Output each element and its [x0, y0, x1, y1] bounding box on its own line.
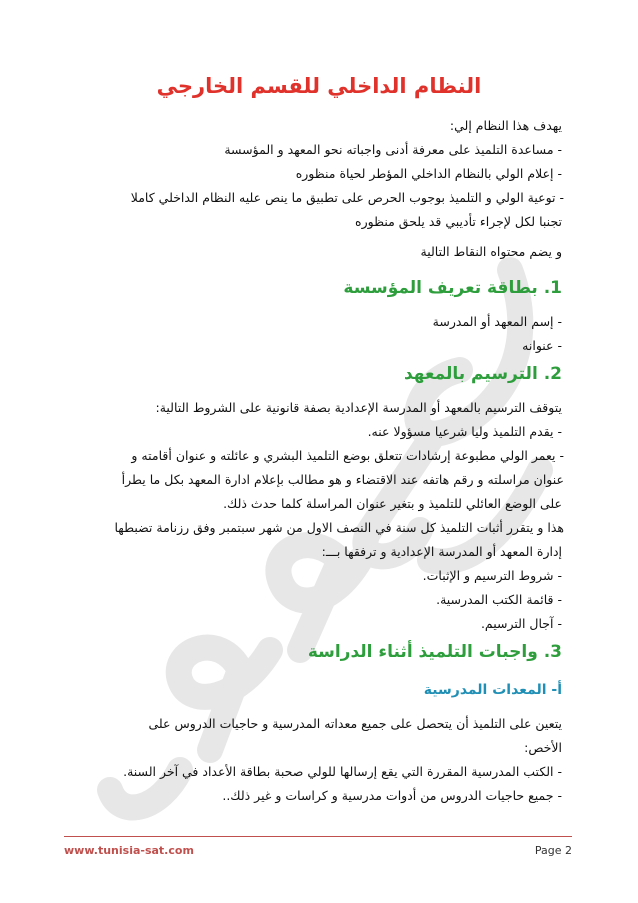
- section3-line-1: يتعين على التلميذ أن يتحصل على جميع معداته المدرسية و حاجيات الدروس على: [148, 716, 562, 731]
- section3-subheading: أ- المعدات المدرسية: [423, 682, 562, 698]
- section3-heading: 3. واجبات التلميذ أثناء الدراسة: [307, 642, 562, 662]
- intro-contents: و يضم محتواه النقاط التالية: [420, 244, 562, 259]
- section3-line-4: - جميع حاجيات الدروس من أدوات مدرسية و كراسات و غير ذلك..: [222, 788, 562, 803]
- section3-line-3: - الكتب المدرسية المقررة التي يقع إرسالها للولي صحبة بطاقة الأعداد في آخر السنة.: [123, 764, 562, 779]
- footer-website-link[interactable]: www.tunisia-sat.com: [64, 844, 194, 857]
- section1-heading: 1. بطاقة تعريف المؤسسة: [343, 278, 562, 298]
- section2-line-1: يتوقف الترسيم بالمعهد أو المدرسة الإعدادية بصفة قانونية على الشروط التالية:: [155, 400, 562, 415]
- section2-heading: 2. الترسيم بالمعهد: [403, 364, 562, 384]
- section2-line-4: عنوان مراسلته و رقم هاتفه عند الاقتضاء و هو مطالب بإعلام ادارة المعهد بكل ما يطرأ: [121, 472, 564, 487]
- intro-item-3: - توعية الولي و التلميذ بوجوب الحرص على تطبيق ما ينص عليه النظام الداخلي كاملا: [130, 190, 564, 205]
- intro-item-4: تجنبا لكل لإجراء تأديبي قد يلحق منظوره: [355, 214, 562, 229]
- page-title: النظام الداخلي للقسم الخارجي: [156, 74, 482, 98]
- intro-item-1: - مساعدة التلميذ على معرفة أدنى واجباته نحو المعهد و المؤسسة: [224, 142, 562, 157]
- footer-page-number: Page 2: [534, 844, 572, 857]
- section2-line-9: - قائمة الكتب المدرسية.: [436, 592, 562, 607]
- section2-line-8: - شروط الترسيم و الإثبات.: [422, 568, 562, 583]
- intro-item-2: - إعلام الولي بالنظام الداخلي المؤطر لحياة منظوره: [295, 166, 562, 181]
- section2-line-5: على الوضع العائلي للتلميذ و بتغير عنوان المراسلة كلما حدث ذلك.: [223, 496, 562, 511]
- intro-lead: يهدف هذا النظام إلي:: [449, 118, 562, 133]
- section1-item-1: - إسم المعهد أو المدرسة: [432, 314, 562, 329]
- section2-line-3: - يعمر الولي مطبوعة إرشادات تتعلق بوضع التلميذ البشري و عائلته و عنوان أقامته و: [131, 448, 564, 463]
- section2-line-10: - آجال الترسيم.: [480, 616, 562, 631]
- footer-divider: [64, 836, 572, 837]
- section2-line-2: - يقدم التلميذ وليا شرعيا مسؤولا عنه.: [367, 424, 562, 439]
- section2-line-7: إدارة المعهد أو المدرسة الإعدادية و ترفقها بـــ:: [321, 544, 562, 559]
- section3-line-2: الأخص:: [524, 740, 562, 755]
- section2-line-6: هذا و يتقرر أثبات التلميذ كل سنة في النصف الاول من شهر سبتمبر وفق رزنامة تضبطها: [114, 520, 564, 535]
- section1-item-2: - عنوانه: [522, 338, 562, 353]
